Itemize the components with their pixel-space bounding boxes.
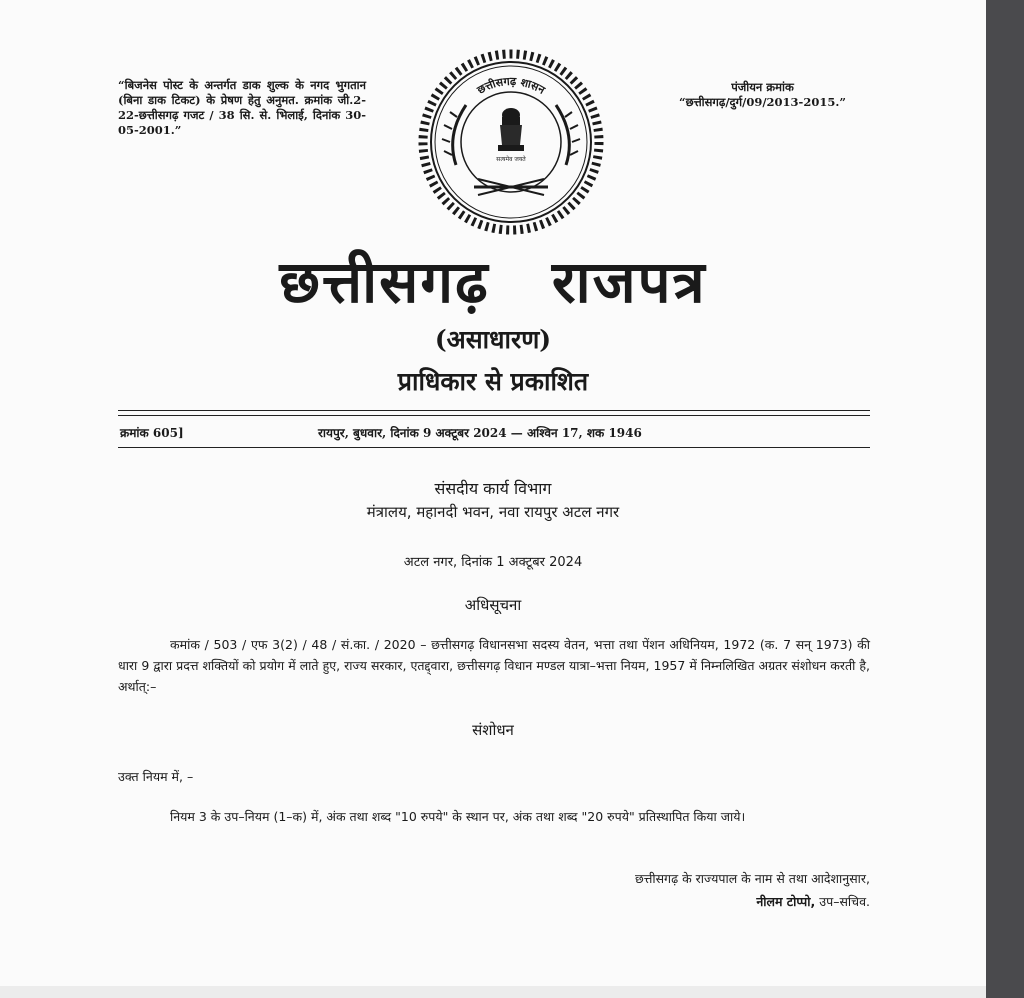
notification-date: अटल नगर, दिनांक 1 अक्टूबर 2024 [403,555,583,570]
svg-text:छत्तीसगढ़ शासन [474,75,548,97]
registration-note [650,80,875,110]
gazette-subtitle: (असाधारण) [434,325,552,354]
notification-heading: अधिसूचना [464,596,522,614]
rule-intro: उक्त नियम में, – [118,769,194,784]
amendment-paragraph: नियम 3 के उप–नियम (1–क) में, अंक तथा शब्द "10 रुपये" के स्थान पर, अंक तथा शब्द "20 रुपये" प्रतिस्थापित किया जाये। [170,809,746,824]
registration-label: पंजीयन क्रमांक [731,80,794,94]
gazette-authority: प्राधिकार से प्रकाशित [397,367,589,396]
emblem-motto: सत्यमेव जयते [496,156,526,163]
notification-paragraph: कमांक / 503 / एफ 3(2) / 48 / सं.का. / 2020 – छत्तीसगढ़ विधानसभा सदस्य वेतन, भत्ता तथा पेंशन अधिनियम, 1972 (क. 7 सन् 1973) की धारा 9 द्वारा प्रदत्त शक्तियों को प्रयोग में लाते हुए, राज्य सरकार, एतद्द्वारा, छत्तीसगढ़ विधान मण्डल यात्रा–भत्ता नियम, 1957 में निम्नलिखित अग्रतर संशोधन करती है, अर्थात्:– [118,637,870,694]
amendment-heading: संशोधन [472,721,514,739]
signature-authority-line: छत्तीसगढ़ के राज्यपाल के नाम से तथा आदेशानुसार, [634,871,870,886]
registration-number: “छत्तीसगढ़/दुर्ग/09/2013-2015.” [679,95,846,109]
emblem-top-text: छत्तीसगढ़ शासन [474,74,548,97]
department-name: संसदीय कार्य विभाग [434,479,552,498]
viewer-scrollbar-area [986,0,1024,998]
issue-number: क्रमांक 605] [120,426,184,440]
signatory-designation: उप–सचिव. [815,894,870,909]
state-emblem-icon [416,47,606,237]
top-divider [118,410,870,411]
gazette-title: छत्तीसगढ़ राजपत्र [279,248,707,316]
signature-block [756,893,870,910]
issue-date-line: रायपुर, बुधवार, दिनांक 9 अक्टूबर 2024 — अश्विन 17, शक 1946 [318,426,642,440]
top-divider-second [118,415,870,416]
bottom-divider [118,447,870,448]
postal-permission-note: “बिजनेस पोस्ट के अन्तर्गत डाक शुल्क के नगद भुगतान (बिना डाक टिकट) के प्रेषण हेतु अनुमत. क्रमांक जी.2-22-छत्तीसगढ़ गजट / 38 सि. से. भिलाई, दिनांक 30-05-2001.” [118,78,366,137]
signatory-name: नीलम टोप्पो, [756,894,816,909]
department-address: मंत्रालय, महानदी भवन, नवा रायपुर अटल नगर [366,503,620,521]
bottom-margin [0,986,986,998]
